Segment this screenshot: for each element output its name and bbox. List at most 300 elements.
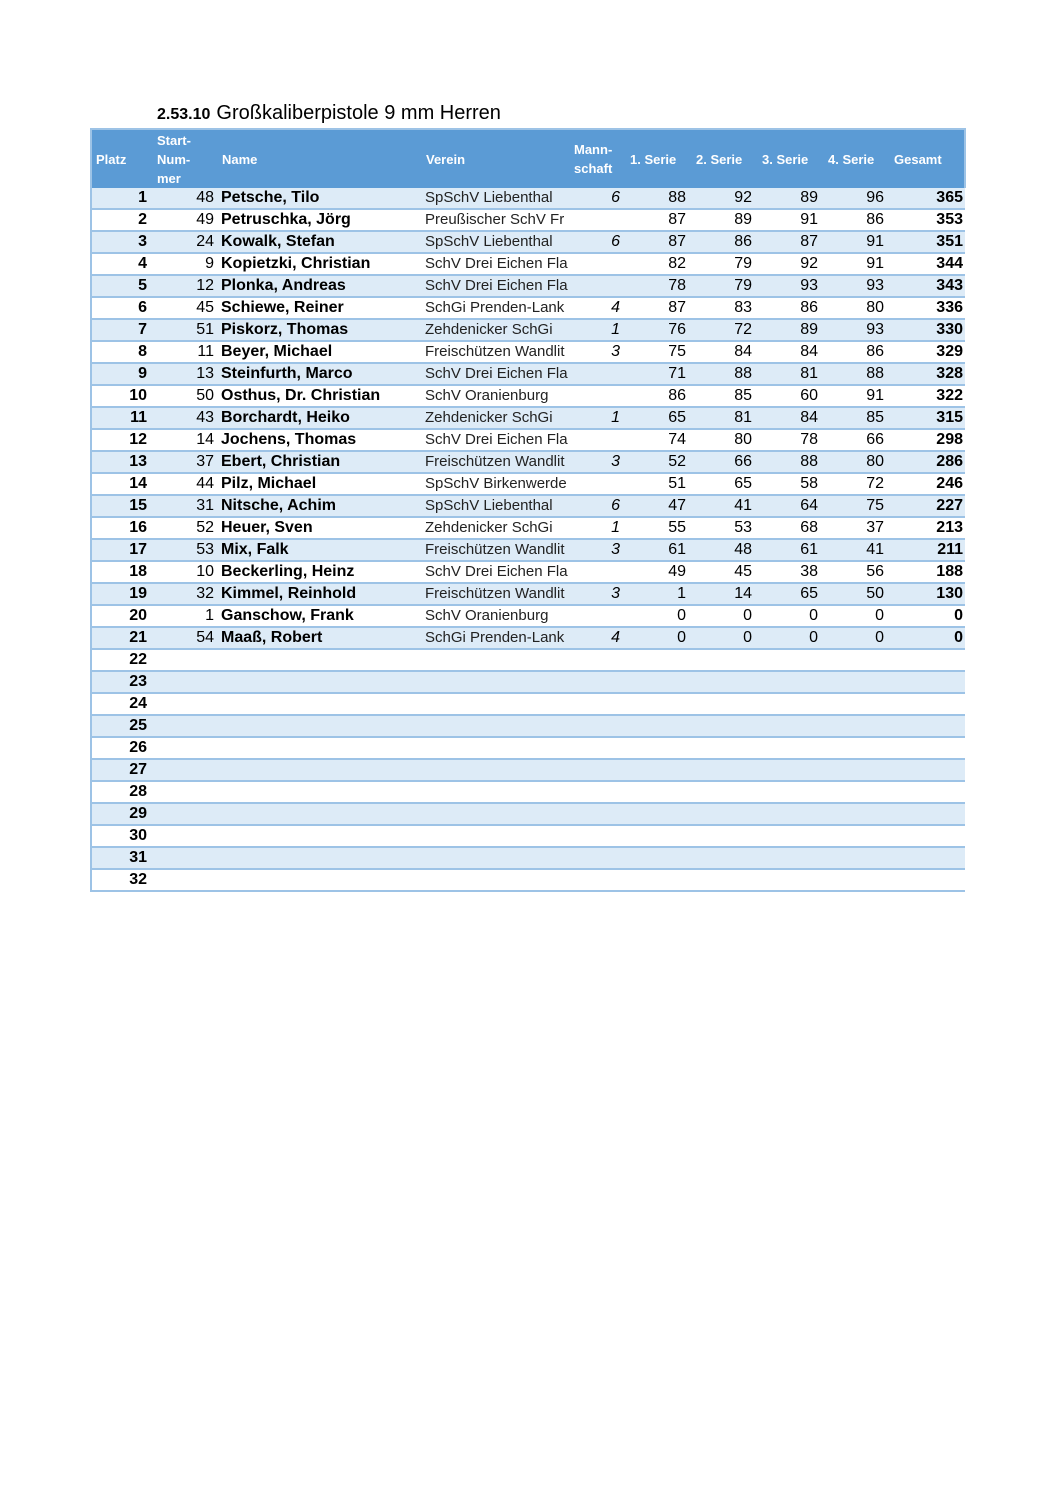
cell-series-4: 93	[824, 275, 890, 297]
cell-total: 246	[890, 473, 965, 495]
cell-series-1: 87	[626, 231, 692, 253]
cell-name	[218, 737, 422, 759]
cell-series-2: 86	[692, 231, 758, 253]
cell-name: Beckerling, Heinz	[218, 561, 422, 583]
cell-series-4: 66	[824, 429, 890, 451]
header-row	[91, 129, 965, 188]
table-row	[91, 671, 965, 693]
cell-series-4: 75	[824, 495, 890, 517]
cell-start-number: 24	[153, 231, 218, 253]
cell-series-1	[626, 759, 692, 781]
cell-series-3: 81	[758, 363, 824, 385]
cell-series-1: 55	[626, 517, 692, 539]
table-row	[91, 759, 965, 781]
table-row	[91, 715, 965, 737]
cell-verein	[422, 649, 570, 671]
cell-name	[218, 715, 422, 737]
cell-team	[570, 363, 626, 385]
header-series-3: 3. Serie	[758, 129, 824, 188]
cell-series-1: 86	[626, 385, 692, 407]
cell-name: Steinfurth, Marco	[218, 363, 422, 385]
cell-platz: 3	[91, 231, 153, 253]
cell-start-number: 37	[153, 451, 218, 473]
header-platz: Platz	[91, 129, 153, 188]
cell-start-number: 44	[153, 473, 218, 495]
cell-team	[570, 693, 626, 715]
cell-series-3	[758, 869, 824, 891]
cell-series-4: 85	[824, 407, 890, 429]
cell-platz: 21	[91, 627, 153, 649]
cell-team	[570, 825, 626, 847]
cell-series-3	[758, 825, 824, 847]
cell-verein: SpSchV Liebenthal	[422, 188, 570, 209]
cell-series-4	[824, 715, 890, 737]
cell-total	[890, 649, 965, 671]
cell-verein: SchV Oranienburg	[422, 605, 570, 627]
cell-series-3: 60	[758, 385, 824, 407]
cell-series-1: 75	[626, 341, 692, 363]
cell-total: 298	[890, 429, 965, 451]
cell-series-4: 96	[824, 188, 890, 209]
cell-name	[218, 693, 422, 715]
table-row	[91, 188, 965, 209]
cell-platz: 30	[91, 825, 153, 847]
cell-series-4	[824, 671, 890, 693]
cell-team: 3	[570, 583, 626, 605]
cell-total: 329	[890, 341, 965, 363]
cell-series-3: 88	[758, 451, 824, 473]
cell-series-2: 0	[692, 627, 758, 649]
cell-platz: 2	[91, 209, 153, 231]
cell-verein: SchV Drei Eichen Fla	[422, 429, 570, 451]
cell-series-2: 0	[692, 605, 758, 627]
cell-team	[570, 605, 626, 627]
cell-total	[890, 715, 965, 737]
cell-series-4	[824, 781, 890, 803]
cell-verein: SchV Drei Eichen Fla	[422, 363, 570, 385]
cell-series-3: 84	[758, 341, 824, 363]
cell-series-2	[692, 803, 758, 825]
cell-name: Petruschka, Jörg	[218, 209, 422, 231]
cell-series-4: 50	[824, 583, 890, 605]
cell-name: Schiewe, Reiner	[218, 297, 422, 319]
cell-series-1: 49	[626, 561, 692, 583]
cell-start-number	[153, 825, 218, 847]
cell-platz: 6	[91, 297, 153, 319]
cell-series-2: 79	[692, 253, 758, 275]
cell-series-2: 79	[692, 275, 758, 297]
cell-series-3: 93	[758, 275, 824, 297]
cell-name: Pilz, Michael	[218, 473, 422, 495]
cell-total	[890, 869, 965, 891]
cell-platz: 22	[91, 649, 153, 671]
cell-verein	[422, 715, 570, 737]
cell-series-1: 47	[626, 495, 692, 517]
cell-start-number: 53	[153, 539, 218, 561]
cell-series-3	[758, 671, 824, 693]
cell-verein: Freischützen Wandlit	[422, 451, 570, 473]
cell-series-1: 76	[626, 319, 692, 341]
cell-series-3	[758, 715, 824, 737]
cell-name	[218, 781, 422, 803]
cell-series-1	[626, 671, 692, 693]
cell-platz: 27	[91, 759, 153, 781]
cell-total: 286	[890, 451, 965, 473]
cell-team	[570, 869, 626, 891]
cell-platz: 20	[91, 605, 153, 627]
cell-team: 4	[570, 627, 626, 649]
cell-series-2: 65	[692, 473, 758, 495]
header-total: Gesamt	[890, 129, 965, 188]
cell-start-number	[153, 781, 218, 803]
cell-platz: 12	[91, 429, 153, 451]
cell-team	[570, 803, 626, 825]
cell-start-number: 43	[153, 407, 218, 429]
cell-start-number	[153, 715, 218, 737]
cell-total: 188	[890, 561, 965, 583]
table-row	[91, 385, 965, 407]
cell-platz: 11	[91, 407, 153, 429]
cell-series-1: 78	[626, 275, 692, 297]
cell-start-number	[153, 671, 218, 693]
cell-name	[218, 825, 422, 847]
results-table-container	[90, 128, 964, 892]
cell-total	[890, 671, 965, 693]
cell-total: 351	[890, 231, 965, 253]
cell-start-number: 50	[153, 385, 218, 407]
cell-series-2	[692, 759, 758, 781]
cell-verein: SchV Drei Eichen Fla	[422, 253, 570, 275]
cell-start-number: 31	[153, 495, 218, 517]
cell-series-1	[626, 781, 692, 803]
cell-total: 336	[890, 297, 965, 319]
cell-series-3	[758, 693, 824, 715]
header-start-line: mer	[157, 170, 181, 186]
cell-start-number	[153, 693, 218, 715]
cell-series-3: 92	[758, 253, 824, 275]
cell-start-number	[153, 737, 218, 759]
cell-verein	[422, 825, 570, 847]
cell-series-4: 86	[824, 341, 890, 363]
cell-series-2: 81	[692, 407, 758, 429]
cell-team: 3	[570, 341, 626, 363]
cell-series-4: 41	[824, 539, 890, 561]
cell-series-4: 72	[824, 473, 890, 495]
cell-name	[218, 649, 422, 671]
table-row	[91, 297, 965, 319]
cell-series-3	[758, 759, 824, 781]
cell-series-4	[824, 803, 890, 825]
cell-platz: 29	[91, 803, 153, 825]
cell-platz: 24	[91, 693, 153, 715]
cell-series-4: 91	[824, 253, 890, 275]
table-row	[91, 517, 965, 539]
cell-name	[218, 759, 422, 781]
cell-platz: 7	[91, 319, 153, 341]
cell-series-2: 85	[692, 385, 758, 407]
cell-name	[218, 869, 422, 891]
header-verein: Verein	[422, 129, 570, 188]
cell-name: Kowalk, Stefan	[218, 231, 422, 253]
cell-platz: 15	[91, 495, 153, 517]
cell-series-1: 71	[626, 363, 692, 385]
cell-total: 315	[890, 407, 965, 429]
cell-team	[570, 209, 626, 231]
cell-start-number: 32	[153, 583, 218, 605]
table-row	[91, 847, 965, 869]
cell-start-number: 11	[153, 341, 218, 363]
header-team-line: Mann-	[574, 142, 613, 157]
table-row	[91, 451, 965, 473]
cell-series-2	[692, 671, 758, 693]
cell-name: Petsche, Tilo	[218, 188, 422, 209]
cell-series-4: 56	[824, 561, 890, 583]
table-row	[91, 627, 965, 649]
cell-series-3	[758, 737, 824, 759]
cell-series-2	[692, 693, 758, 715]
cell-series-4	[824, 737, 890, 759]
cell-total: 328	[890, 363, 965, 385]
cell-total: 211	[890, 539, 965, 561]
cell-series-2: 66	[692, 451, 758, 473]
cell-series-4: 86	[824, 209, 890, 231]
cell-series-1	[626, 737, 692, 759]
cell-series-4: 0	[824, 627, 890, 649]
cell-total	[890, 803, 965, 825]
cell-total	[890, 759, 965, 781]
cell-name: Borchardt, Heiko	[218, 407, 422, 429]
cell-platz: 19	[91, 583, 153, 605]
cell-series-3: 78	[758, 429, 824, 451]
cell-series-2	[692, 847, 758, 869]
cell-verein: Zehdenicker SchGi	[422, 517, 570, 539]
table-row	[91, 495, 965, 517]
cell-series-4: 88	[824, 363, 890, 385]
cell-team: 1	[570, 517, 626, 539]
cell-series-1: 0	[626, 605, 692, 627]
cell-series-1: 51	[626, 473, 692, 495]
cell-verein	[422, 693, 570, 715]
cell-series-1	[626, 825, 692, 847]
cell-verein: Preußischer SchV Fr	[422, 209, 570, 231]
cell-verein: Freischützen Wandlit	[422, 583, 570, 605]
cell-team: 4	[570, 297, 626, 319]
cell-series-3: 89	[758, 319, 824, 341]
cell-name: Mix, Falk	[218, 539, 422, 561]
cell-total: 344	[890, 253, 965, 275]
header-team	[570, 129, 626, 188]
cell-total: 130	[890, 583, 965, 605]
cell-platz: 18	[91, 561, 153, 583]
table-row	[91, 539, 965, 561]
cell-verein: Zehdenicker SchGi	[422, 319, 570, 341]
table-row	[91, 605, 965, 627]
cell-name: Kimmel, Reinhold	[218, 583, 422, 605]
cell-series-2	[692, 781, 758, 803]
cell-total	[890, 825, 965, 847]
cell-series-4	[824, 825, 890, 847]
cell-platz: 8	[91, 341, 153, 363]
cell-team: 6	[570, 188, 626, 209]
header-team-line: schaft	[574, 161, 613, 176]
cell-team	[570, 737, 626, 759]
cell-series-1	[626, 649, 692, 671]
table-row	[91, 429, 965, 451]
cell-series-4: 80	[824, 451, 890, 473]
cell-team: 1	[570, 407, 626, 429]
cell-platz: 5	[91, 275, 153, 297]
cell-series-2: 53	[692, 517, 758, 539]
cell-total: 353	[890, 209, 965, 231]
cell-series-1	[626, 847, 692, 869]
cell-series-2: 89	[692, 209, 758, 231]
cell-series-4	[824, 693, 890, 715]
header-series-1: 1. Serie	[626, 129, 692, 188]
cell-start-number	[153, 759, 218, 781]
cell-series-2: 45	[692, 561, 758, 583]
cell-series-1: 52	[626, 451, 692, 473]
cell-series-3: 87	[758, 231, 824, 253]
cell-start-number: 51	[153, 319, 218, 341]
table-row	[91, 341, 965, 363]
cell-name: Ganschow, Frank	[218, 605, 422, 627]
cell-series-2	[692, 737, 758, 759]
cell-series-3: 0	[758, 605, 824, 627]
cell-total: 330	[890, 319, 965, 341]
cell-series-1: 1	[626, 583, 692, 605]
cell-series-2	[692, 825, 758, 847]
cell-total: 322	[890, 385, 965, 407]
cell-series-3	[758, 847, 824, 869]
cell-verein: SpSchV Birkenwerde	[422, 473, 570, 495]
cell-series-1	[626, 869, 692, 891]
table-row	[91, 649, 965, 671]
cell-series-1	[626, 693, 692, 715]
cell-series-3: 64	[758, 495, 824, 517]
table-row	[91, 737, 965, 759]
cell-platz: 4	[91, 253, 153, 275]
cell-name: Jochens, Thomas	[218, 429, 422, 451]
cell-team: 3	[570, 451, 626, 473]
table-row	[91, 209, 965, 231]
cell-platz: 28	[91, 781, 153, 803]
cell-team	[570, 253, 626, 275]
cell-name: Plonka, Andreas	[218, 275, 422, 297]
cell-start-number: 48	[153, 188, 218, 209]
table-row	[91, 319, 965, 341]
cell-team	[570, 275, 626, 297]
cell-start-number	[153, 869, 218, 891]
cell-series-2: 41	[692, 495, 758, 517]
cell-total: 343	[890, 275, 965, 297]
cell-team: 6	[570, 231, 626, 253]
cell-team	[570, 759, 626, 781]
cell-total: 0	[890, 605, 965, 627]
cell-verein: Freischützen Wandlit	[422, 341, 570, 363]
table-row	[91, 825, 965, 847]
cell-platz: 16	[91, 517, 153, 539]
cell-series-3: 84	[758, 407, 824, 429]
cell-series-2: 80	[692, 429, 758, 451]
cell-series-4	[824, 759, 890, 781]
cell-total: 365	[890, 188, 965, 209]
cell-series-2	[692, 869, 758, 891]
cell-start-number: 10	[153, 561, 218, 583]
cell-total: 0	[890, 627, 965, 649]
cell-series-4: 0	[824, 605, 890, 627]
cell-series-2: 88	[692, 363, 758, 385]
cell-team	[570, 847, 626, 869]
cell-series-3	[758, 649, 824, 671]
cell-verein: SchV Drei Eichen Fla	[422, 275, 570, 297]
cell-verein: Zehdenicker SchGi	[422, 407, 570, 429]
table-row	[91, 561, 965, 583]
cell-series-3: 38	[758, 561, 824, 583]
cell-series-2	[692, 649, 758, 671]
cell-team	[570, 385, 626, 407]
cell-team	[570, 561, 626, 583]
header-start-number	[153, 129, 218, 188]
cell-platz: 10	[91, 385, 153, 407]
cell-start-number: 13	[153, 363, 218, 385]
cell-total: 213	[890, 517, 965, 539]
cell-series-4	[824, 847, 890, 869]
cell-start-number: 52	[153, 517, 218, 539]
results-table	[90, 128, 966, 892]
cell-platz: 1	[91, 188, 153, 209]
cell-series-4: 93	[824, 319, 890, 341]
cell-series-3: 65	[758, 583, 824, 605]
cell-platz: 31	[91, 847, 153, 869]
cell-team	[570, 715, 626, 737]
cell-start-number: 9	[153, 253, 218, 275]
cell-series-4: 91	[824, 231, 890, 253]
cell-start-number: 54	[153, 627, 218, 649]
cell-start-number: 12	[153, 275, 218, 297]
cell-verein	[422, 671, 570, 693]
table-row	[91, 253, 965, 275]
table-row	[91, 407, 965, 429]
table-row	[91, 869, 965, 891]
cell-name	[218, 847, 422, 869]
cell-team: 1	[570, 319, 626, 341]
cell-name: Heuer, Sven	[218, 517, 422, 539]
cell-series-2: 92	[692, 188, 758, 209]
cell-name: Ebert, Christian	[218, 451, 422, 473]
cell-verein	[422, 759, 570, 781]
cell-platz: 17	[91, 539, 153, 561]
header-start-line: Start-	[157, 132, 191, 148]
cell-series-1: 87	[626, 209, 692, 231]
cell-start-number: 1	[153, 605, 218, 627]
section-title: Großkaliberpistole 9 mm Herren	[216, 102, 501, 124]
cell-series-3: 86	[758, 297, 824, 319]
cell-verein: SchGi Prenden-Lank	[422, 627, 570, 649]
header-series-2: 2. Serie	[692, 129, 758, 188]
cell-team: 6	[570, 495, 626, 517]
cell-series-4	[824, 649, 890, 671]
results-body	[91, 188, 965, 891]
cell-platz: 13	[91, 451, 153, 473]
cell-series-2	[692, 715, 758, 737]
cell-verein	[422, 803, 570, 825]
cell-platz: 23	[91, 671, 153, 693]
table-row	[91, 363, 965, 385]
cell-series-1: 74	[626, 429, 692, 451]
cell-team	[570, 429, 626, 451]
cell-series-2: 84	[692, 341, 758, 363]
header-start-line: Num-	[157, 151, 191, 167]
